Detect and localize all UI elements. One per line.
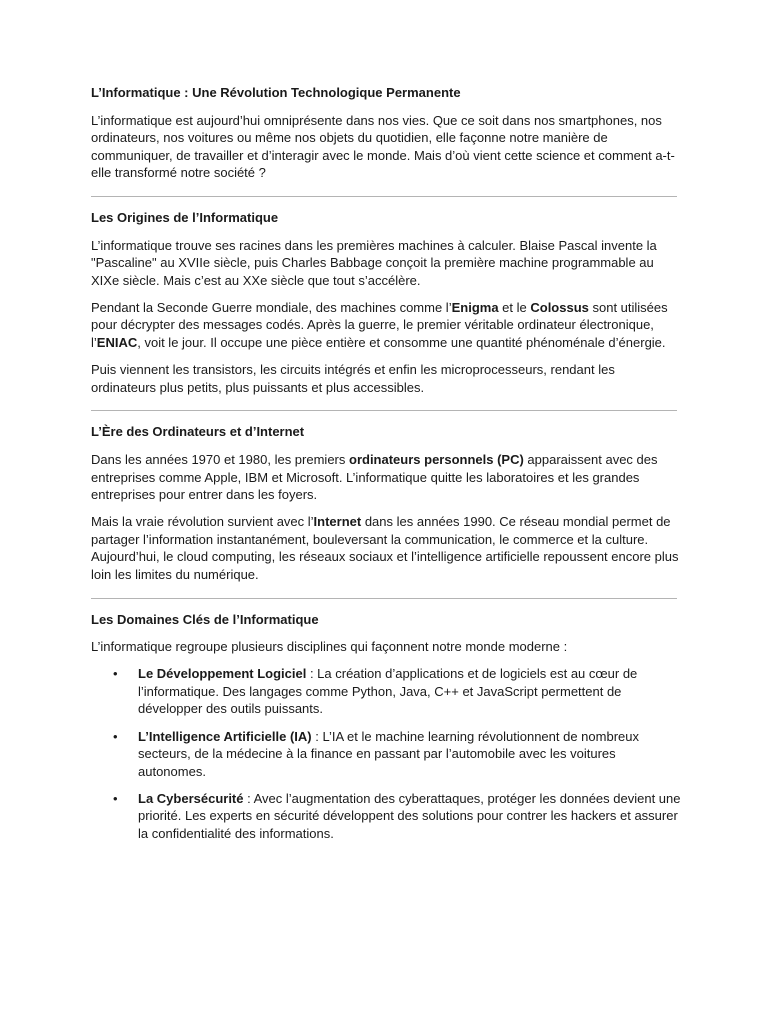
enigma-term: Enigma	[451, 299, 499, 315]
domains-intro: L’informatique regroupe plusieurs disciplines qui façonnent notre monde moderne :	[91, 639, 568, 655]
section-divider	[91, 410, 677, 411]
domains-heading: Les Domaines Clés de l’Informatique	[91, 611, 319, 627]
bullet-icon: •	[113, 790, 118, 806]
section-divider	[91, 598, 677, 599]
bullet-icon: •	[113, 728, 118, 744]
document-title: L’Informatique : Une Révolution Technologique Permanente	[91, 85, 461, 100]
era-paragraph-1: Dans les années 1970 et 1980, les premiers ordinateurs personnels (PC) apparaissent avec des entreprises comme Apple, IBM et Microsoft. L’informatique quitte les laboratoires et les grandes entreprises pour entrer dans les foyers.	[91, 451, 658, 503]
intro-paragraph: L’informatique est aujourd’hui omniprésente dans nos vies. Que ce soit dans nos smartphones, nos ordinateurs, nos voitures ou même nos objets du quotidien, elle façonne notre manière de communiquer, de travailler et d’interagir avec le monde. Mais d’où vient cette science et comment a-t-elle transformé notre société ?	[91, 112, 675, 181]
era-heading: L’Ère des Ordinateurs et d’Internet	[91, 424, 305, 440]
list-item	[91, 728, 681, 781]
eniac-term: ENIAC	[96, 335, 138, 351]
list-item-term: La Cybersécurité	[138, 790, 244, 806]
bullet-icon: •	[113, 666, 118, 682]
era-paragraph-2: Mais la vraie révolution survient avec l’Internet dans les années 1990. Ce réseau mondial permet de partager l’information instantanément, bouleversant la communication, le commerce et la culture. Aujourd’hui, le cloud computing, les réseaux sociaux et l’intelligence artificielle repoussent encore plus loin les limites du numérique.	[91, 514, 679, 582]
section-divider	[91, 196, 677, 197]
list-item-text: : Avec l’augmentation des cyberattaques, protéger les données devient une priorité. Les experts en sécurité développent des solutions pour contrer les hackers et assurer la confidentialité des informations.	[138, 790, 681, 841]
origins-paragraph-1: L’informatique trouve ses racines dans les premières machines à calculer. Blaise Pascal invente la "Pascaline" au XVIIe siècle, puis Charles Babbage conçoit la première machine programmable au XIXe siècle. Mais c’est au XXe siècle que tout s’accélère.	[91, 237, 657, 288]
list-item-term: L’Intelligence Artificielle (IA)	[138, 728, 312, 744]
pc-term: ordinateurs personnels (PC)	[349, 451, 524, 467]
document-page	[91, 84, 681, 852]
list-item	[91, 665, 681, 718]
origins-paragraph-3: Puis viennent les transistors, les circuits intégrés et enfin les microprocesseurs, rendant les ordinateurs plus petits, plus puissants et plus accessibles.	[91, 362, 615, 395]
colossus-term: Colossus	[530, 299, 589, 315]
domains-list	[91, 665, 681, 842]
list-item-term: Le Développement Logiciel	[138, 666, 307, 682]
list-item	[91, 790, 681, 843]
internet-term: Internet	[313, 514, 362, 530]
list-item-text: : L’IA et le machine learning révolutionnent de nombreux secteurs, de la médecine à la finance en passant par l’automobile avec les voitures autonomes.	[138, 728, 639, 779]
origins-paragraph-2: Pendant la Seconde Guerre mondiale, des machines comme l’Enigma et le Colossus sont utilisées pour décrypter des messages codés. Après la guerre, le premier véritable ordinateur électronique, l’ENIAC, voit le jour. Il occupe une pièce entière et consomme une quantité phénoménale d’énergie.	[91, 299, 668, 351]
origins-heading: Les Origines de l’Informatique	[91, 209, 279, 225]
list-item-text: : La création d’applications et de logiciels est au cœur de l’informatique. Des langages comme Python, Java, C++ et JavaScript permettent de développer des outils puissants.	[138, 666, 638, 717]
